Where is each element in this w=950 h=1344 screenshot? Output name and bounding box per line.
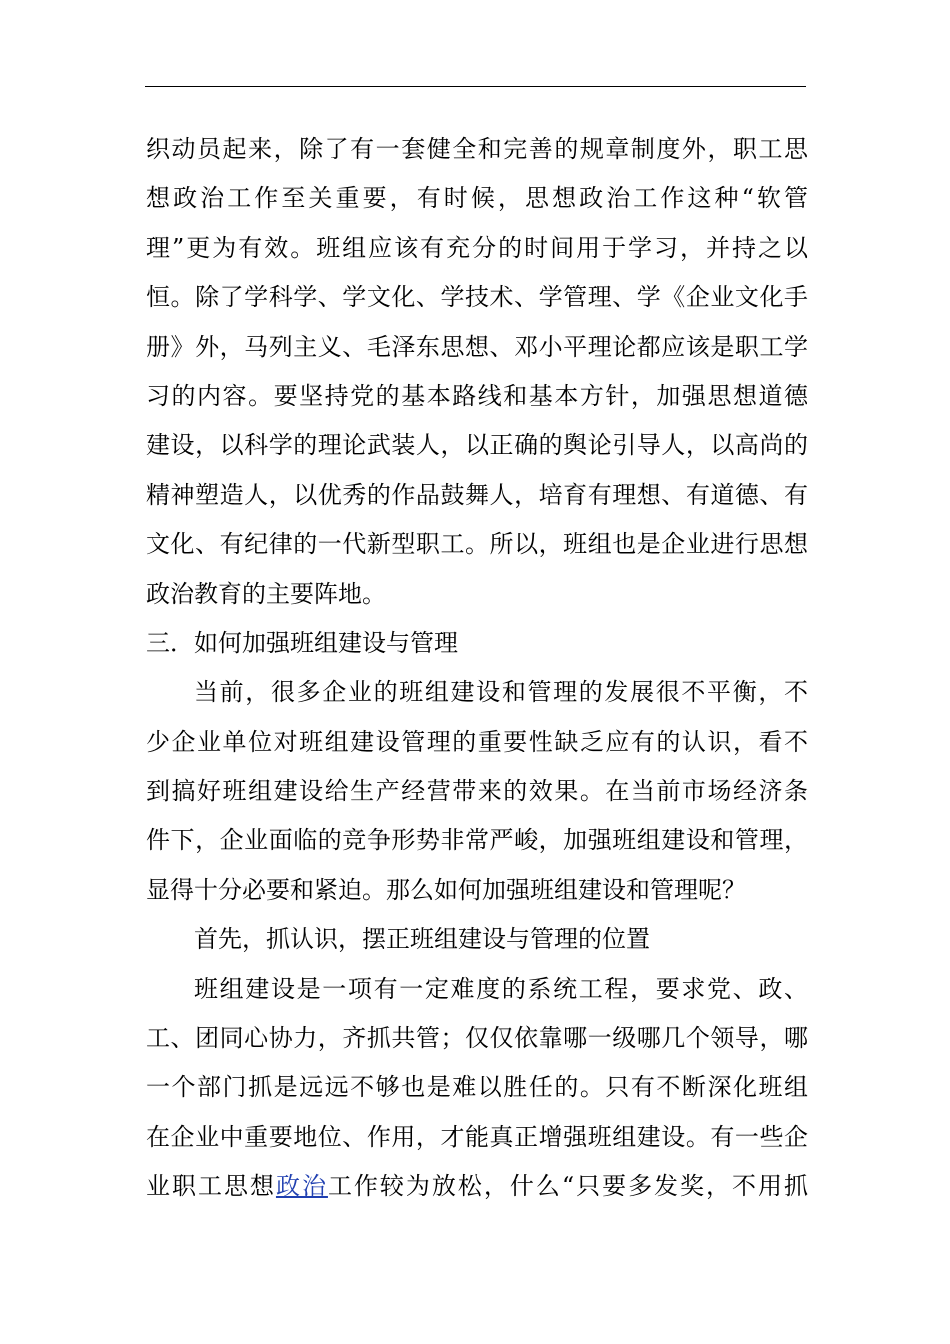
politics-link[interactable]: 政治 <box>275 1172 328 1201</box>
text-line: 班组建设是一项有一定难度的系统工程，要求党、政、 <box>194 974 808 1003</box>
text-line: 精神塑造人，以优秀的作品鼓舞人，培育有理想、有道德、有 <box>146 480 808 509</box>
text-line: 理”更为有效。班组应该有充分的时间用于学习，并持之以 <box>146 233 808 262</box>
text-line-with-link <box>146 1162 808 1211</box>
subheading: 首先，抓认识，摆正班组建设与管理的位置 <box>194 925 650 954</box>
text-line: 当前，很多企业的班组建设和管理的发展很不平衡，不 <box>194 678 808 707</box>
text-fragment: 业职工思想 <box>146 1172 276 1201</box>
text-line: 想政治工作至关重要，有时候，思想政治工作这种“软管 <box>146 184 808 213</box>
text-line: 册》外，马列主义、毛泽东思想、邓小平理论都应该是职工学 <box>146 332 808 361</box>
text-line: 恒。除了学科学、学文化、学技术、学管理、学《企业文化手 <box>146 283 808 312</box>
text-line: 织动员起来，除了有一套健全和完善的规章制度外，职工思 <box>146 135 808 163</box>
body-text <box>146 125 808 1212</box>
text-line: 一个部门抓是远远不够也是难以胜任的。只有不断深化班组 <box>146 1073 808 1102</box>
text-line: 习的内容。要坚持党的基本路线和基本方针，加强思想道德 <box>146 381 808 410</box>
text-line: 在企业中重要地位、作用，才能真正增强班组建设。有一些企 <box>146 1122 808 1151</box>
text-line: 建设，以科学的理论武装人，以正确的舆论引导人，以高尚的 <box>146 431 808 460</box>
header-rule <box>145 86 806 87</box>
text-line: 显得十分必要和紧迫。那么如何加强班组建设和管理呢？ <box>146 875 746 904</box>
section-heading: 三．如何加强班组建设与管理 <box>146 628 458 657</box>
text-line: 文化、有纪律的一代新型职工。所以，班组也是企业进行思想 <box>146 530 808 559</box>
text-line: 到搞好班组建设给生产经营带来的效果。在当前市场经济条 <box>146 777 808 806</box>
text-line: 少企业单位对班组建设管理的重要性缺乏应有的认识，看不 <box>146 727 808 756</box>
text-line: 政治教育的主要阵地。 <box>146 579 386 608</box>
text-line: 件下，企业面临的竞争形势非常严峻，加强班组建设和管理， <box>146 826 808 855</box>
text-line: 工、团同心协力，齐抓共管；仅仅依靠哪一级哪几个领导，哪 <box>146 1024 808 1053</box>
text-fragment: 工作较为放松，什么“只要多发奖，不用抓 <box>327 1172 809 1201</box>
